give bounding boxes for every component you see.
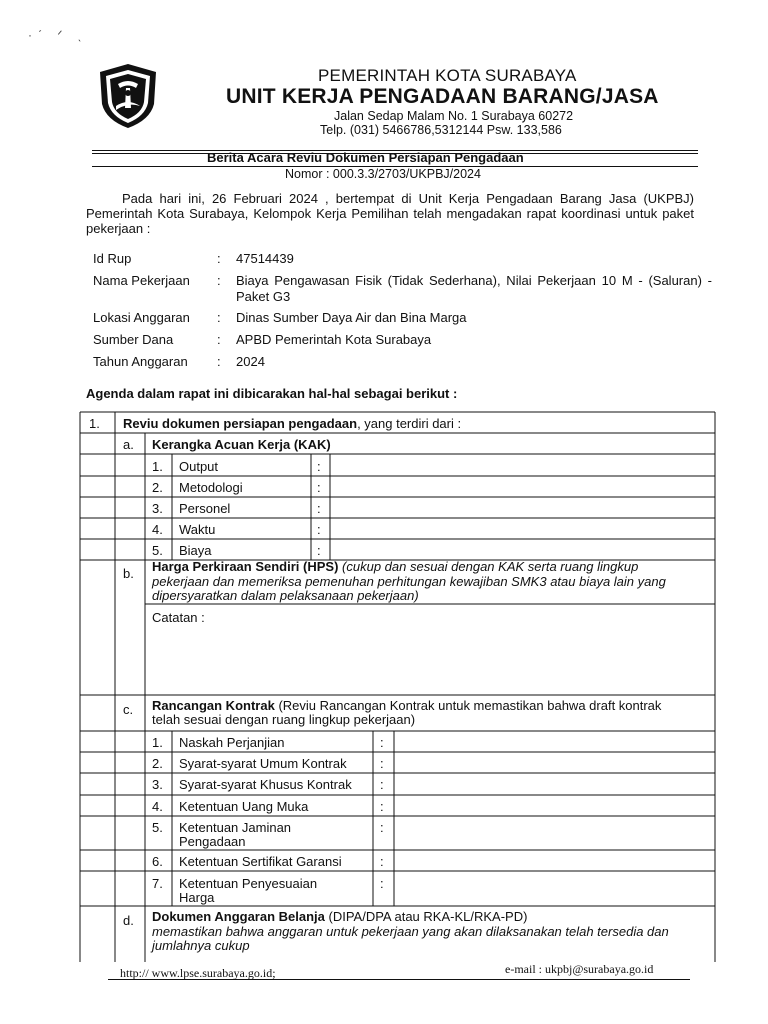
kontrak-item-label: Naskah Perjanjian: [179, 735, 285, 750]
unit-name: UNIT KERJA PENGADAAN BARANG/JASA: [226, 85, 659, 108]
section-letter-b: b.: [123, 566, 134, 581]
anggaran-desc-line1: memastikan bahwa anggaran untuk pekerjaan yang akan dilaksanakan telah tersedia dan: [152, 924, 669, 939]
kontrak-item-colon: :: [380, 735, 384, 750]
kak-title: Kerangka Acuan Kerja (KAK): [152, 437, 331, 452]
kontrak-item-number: 6.: [152, 854, 163, 869]
kontrak-item-colon: :: [380, 756, 384, 771]
anggaran-desc-line2: jumlahnya cukup: [152, 938, 250, 953]
hps-line1: [152, 559, 638, 574]
kak-item-number: 5.: [152, 543, 163, 558]
kontrak-item-colon: :: [380, 777, 384, 792]
kontrak-item-label: Ketentuan Penyesuaian: [179, 876, 318, 891]
kak-item-number: 4.: [152, 522, 163, 537]
kak-item-number: 2.: [152, 480, 163, 495]
intro-paragraph: Pada hari ini, 26 Februari 2024 , bertempat di Unit Kerja Pengadaan Barang Jasa (UKPBJ) Pemerintah Kota Surabaya, Kelompok Kerja Pemilihan telah mengadakan rapat koordinasi untuk paket pekerjaan :: [86, 191, 694, 236]
kak-item-label: Output: [179, 459, 219, 474]
field-value: Biaya Pengawasan Fisik (Tidak Sederhana), Nilai Pekerjaan 10 M - (Saluran) - Paket G3: [236, 273, 712, 304]
kak-item-label: Personel: [179, 501, 231, 516]
kak-item-colon: :: [317, 480, 321, 495]
kak-item-label: Metodologi: [179, 480, 243, 495]
row-number: 1.: [89, 416, 100, 431]
kontrak-title: Rancangan Kontrak: [152, 698, 275, 713]
section-letter-a: a.: [123, 437, 134, 452]
field-colon: :: [217, 251, 221, 266]
kak-item-label: Biaya: [179, 543, 212, 558]
field-colon: :: [217, 354, 221, 369]
field-value: Dinas Sumber Daya Air dan Bina Marga: [236, 310, 467, 325]
kontrak-item-number: 2.: [152, 756, 163, 771]
document-title: Berita Acara Reviu Dokumen Persiapan Pengadaan: [207, 150, 524, 165]
scan-marks: ·ˊ ᐟ ˎ: [28, 28, 88, 42]
kontrak-item-label: Ketentuan Sertifikat Garansi: [179, 854, 342, 869]
kontrak-item-number: 4.: [152, 799, 163, 814]
kak-item-colon: :: [317, 522, 321, 537]
kontrak-item-label-cont: Pengadaan: [179, 834, 246, 849]
hps-desc-line3: dipersyaratkan dalam pelaksanaan pekerjaan): [152, 588, 419, 603]
field-label: Nama Pekerjaan: [93, 273, 190, 288]
kontrak-item-colon: :: [380, 820, 384, 835]
field-colon: :: [217, 310, 221, 325]
field-label: Sumber Dana: [93, 332, 174, 347]
section-letter-d: d.: [123, 913, 134, 928]
field-label: Tahun Anggaran: [93, 354, 188, 369]
kak-item-label: Waktu: [179, 522, 216, 537]
kak-item-number: 1.: [152, 459, 163, 474]
kontrak-item-colon: :: [380, 799, 384, 814]
field-value: 47514439: [236, 251, 294, 266]
section-letter-c: c.: [123, 702, 134, 717]
address: Jalan Sedap Malam No. 1 Surabaya 60272: [334, 109, 574, 123]
field-label: Lokasi Anggaran: [93, 310, 190, 325]
kontrak-item-colon: :: [380, 876, 384, 891]
kak-item-colon: :: [317, 501, 321, 516]
anggaran-line1: [152, 909, 527, 924]
kontrak-desc-line2: telah sesuai dengan ruang lingkup pekerjaan): [152, 712, 416, 727]
hps-desc-line2: pekerjaan dan memeriksa pemenuhan perhitungan kewajiban SMK3 atau biaya lain yang: [152, 574, 666, 589]
catatan-label: Catatan :: [152, 610, 205, 625]
footer-rule: [108, 979, 690, 980]
kontrak-item-number: 7.: [152, 876, 163, 891]
kak-item-number: 3.: [152, 501, 163, 516]
field-value: APBD Pemerintah Kota Surabaya: [236, 332, 432, 347]
hps-title: Harga Perkiraan Sendiri (HPS): [152, 559, 339, 574]
row1-title-rest: , yang terdiri dari :: [357, 416, 462, 431]
field-colon: :: [217, 332, 221, 347]
kak-item-colon: :: [317, 459, 321, 474]
kontrak-item-label-cont: Harga: [179, 890, 215, 905]
row1-title-bold: Reviu dokumen persiapan pengadaan: [123, 416, 358, 431]
kontrak-item-number: 5.: [152, 820, 163, 835]
kontrak-item-label: Ketentuan Jaminan: [179, 820, 292, 835]
row1-title: [123, 416, 461, 431]
kontrak-line1: [152, 698, 661, 713]
kontrak-item-number: 1.: [152, 735, 163, 750]
government-name: PEMERINTAH KOTA SURABAYA: [318, 66, 577, 85]
kontrak-item-colon: :: [380, 854, 384, 869]
document-number: Nomor : 000.3.3/2703/UKPBJ/2024: [285, 167, 481, 181]
anggaran-title-rest: (DIPA/DPA atau RKA-KL/RKA-PD): [324, 909, 528, 924]
kontrak-item-label: Ketentuan Uang Muka: [179, 799, 309, 814]
phone: Telp. (031) 5466786,5312144 Psw. 133,586: [320, 123, 562, 137]
kak-item-colon: :: [317, 543, 321, 558]
field-label: Id Rup: [93, 251, 132, 266]
kontrak-item-number: 3.: [152, 777, 163, 792]
field-colon: :: [217, 273, 221, 288]
anggaran-title: Dokumen Anggaran Belanja: [152, 909, 325, 924]
footer-website-link[interactable]: http:// www.lpse.surabaya.go.id;: [120, 966, 276, 980]
kontrak-item-label: Syarat-syarat Umum Kontrak: [179, 756, 347, 771]
hps-desc: (cukup dan sesuai dengan KAK serta ruang lingkup: [342, 559, 639, 574]
agenda-heading: Agenda dalam rapat ini dibicarakan hal-hal sebagai berikut :: [86, 386, 458, 401]
field-value: 2024: [236, 354, 265, 369]
kontrak-desc: (Reviu Rancangan Kontrak untuk memastikan bahwa draft kontrak: [278, 698, 662, 713]
kontrak-item-label: Syarat-syarat Khusus Kontrak: [179, 777, 352, 792]
footer-email: e-mail : ukpbj@surabaya.go.id: [505, 962, 654, 976]
